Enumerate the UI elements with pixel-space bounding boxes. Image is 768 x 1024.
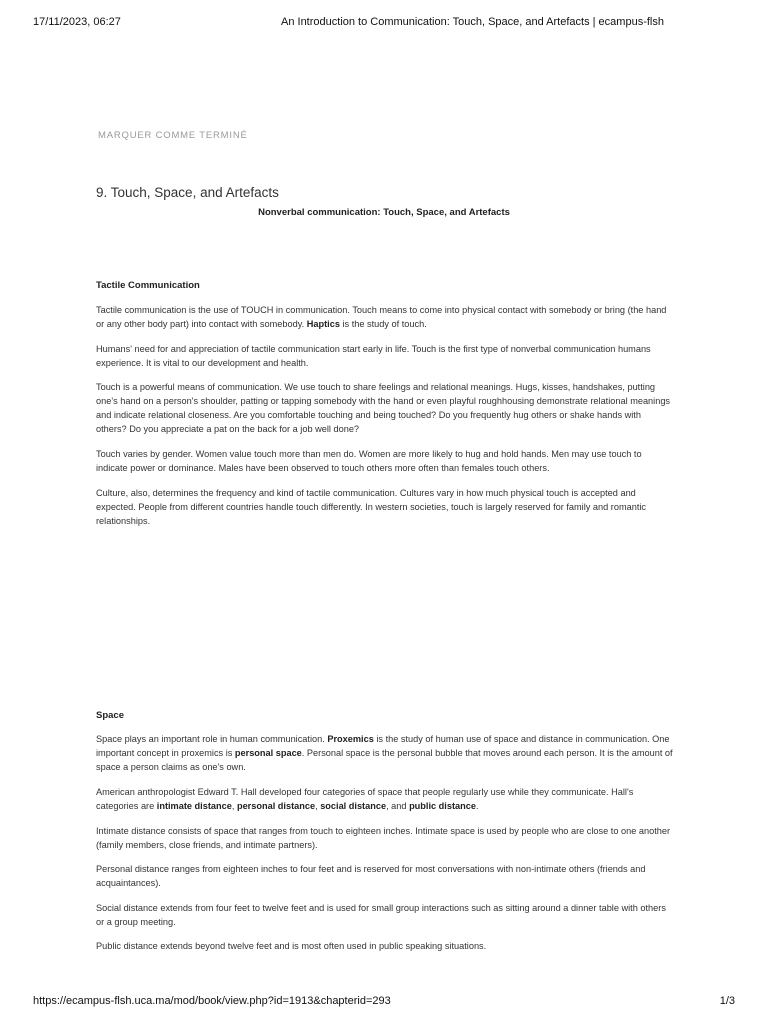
space-paragraph-6: Public distance extends beyond twelve feet and is most often used in public speaking situations. <box>96 941 487 951</box>
tactile-paragraph-1: Tactile communication is the use of TOUCH in communication. Touch means to come into physical contact with somebody or bring (the hand or any other body part) into contact with somebody. Haptics is the study of touch. <box>96 305 667 329</box>
tactile-paragraph-3: Touch is a powerful means of communication. We use touch to share feelings and relational meanings. Hugs, kisses, handshakes, putting one's hand on a person's shoulder, patting or tapping somebody with the hand or even playful roughhousing demonstrate relational meanings and indicate relational closeness. Are you comfortable touching and being touched? Do you frequently hug others or shake hands with others? Do you appreciate a pat on the back for a job well done? <box>96 382 671 434</box>
chapter-subtitle: Nonverbal communication: Touch, Space, and Artefacts <box>258 207 510 218</box>
mark-complete-button[interactable]: MARQUER COMME TERMINÉ <box>98 130 248 141</box>
tactile-paragraph-5: Culture, also, determines the frequency and kind of tactile communication. Cultures vary in how much physical touch is accepted and expected. People from different countries handle touch differently. In western societies, touch is largely reserved for family and romantic relationships. <box>96 488 647 526</box>
space-paragraph-4: Personal distance ranges from eighteen inches to four feet and is reserved for most conversations with non-intimate others (friends and acquaintances). <box>96 864 646 888</box>
print-footer <box>33 995 735 1009</box>
page-number: 1/3 <box>719 995 735 1007</box>
space-paragraph-2: American anthropologist Edward T. Hall developed four categories of space that people regularly use while they communicate. Hall's categories are intimate distance, personal distance, social distance, and public distance. <box>96 787 634 811</box>
space-paragraph-1: Space plays an important role in human communication. Proxemics is the study of human use of space and distance in communication. One important concept in proxemics is personal space. Personal space is the personal bubble that moves around each person. It is the amount of space a person claims as one's own. <box>96 734 673 772</box>
space-paragraph-5: Social distance extends from four feet to twelve feet and is used for small group interactions such as sitting around a dinner table with others or a group meeting. <box>96 903 666 927</box>
print-header <box>33 16 735 30</box>
tactile-paragraph-2: Humans' need for and appreciation of tactile communication start early in life. Touch is the first type of nonverbal communication humans experience. It is vital to our development and health. <box>96 344 651 368</box>
section-heading-tactile: Tactile Communication <box>96 280 200 291</box>
space-paragraph-3: Intimate distance consists of space that ranges from touch to eighteen inches. Intimate space is used by people who are close to one another (family members, close friends, and intimate partners). <box>96 826 671 850</box>
print-date: 17/11/2023, 06:27 <box>33 16 121 28</box>
chapter-title: 9. Touch, Space, and Artefacts <box>96 185 279 200</box>
print-url: https://ecampus-flsh.uca.ma/mod/book/view.php?id=1913&chapterid=293 <box>33 995 391 1007</box>
section-heading-space: Space <box>96 710 124 721</box>
tactile-paragraph-4: Touch varies by gender. Women value touch more than men do. Women are more likely to hug and hold hands. Men may use touch to indicate power or dominance. Males have been observed to touch others more often than females touch others. <box>96 449 642 473</box>
print-page-title: An Introduction to Communication: Touch, Space, and Artefacts | ecampus-flsh <box>281 16 664 28</box>
